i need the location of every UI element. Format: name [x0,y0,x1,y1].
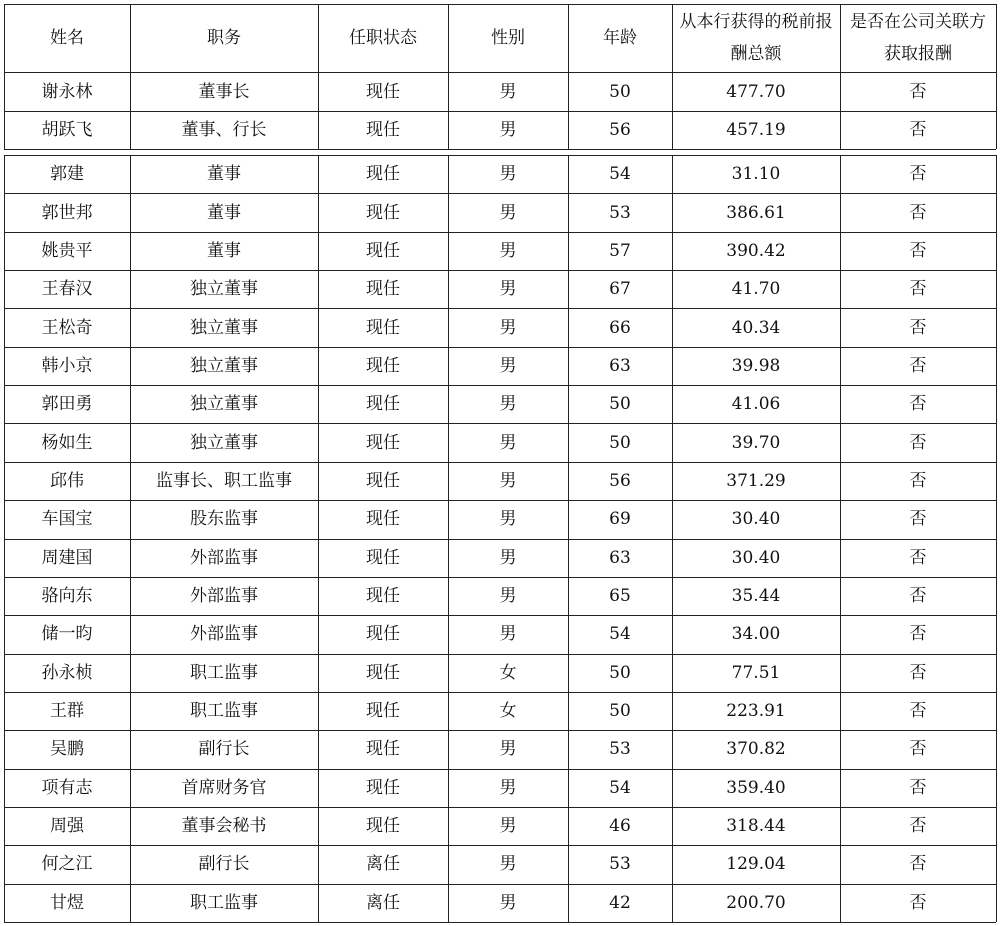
cell-related-pay: 否 [909,394,927,415]
row-divider [4,500,996,501]
cell-position: 外部监事 [190,586,258,607]
cell-age: 66 [609,317,631,338]
cell-position: 副行长 [198,739,250,760]
cell-status: 现任 [366,662,400,683]
cell-gender: 男 [499,240,517,261]
cell-name: 储一昀 [41,624,93,645]
column-divider [4,155,5,922]
cell-related-pay: 否 [909,739,927,760]
cell-gender: 男 [499,586,517,607]
cell-related-pay: 否 [909,164,927,185]
cell-age: 57 [609,240,631,261]
header-name: 姓名 [50,28,84,48]
cell-name: 王春汉 [41,279,93,300]
cell-pay: 34.00 [731,624,781,645]
cell-status: 现任 [366,81,400,102]
cell-age: 50 [609,662,631,683]
cell-pay: 318.44 [726,816,786,837]
cell-position: 外部监事 [190,547,258,568]
cell-gender: 男 [499,739,517,760]
cell-status: 现任 [366,701,400,722]
row-divider [4,4,996,5]
cell-related-pay: 否 [909,470,927,491]
cell-name: 韩小京 [41,355,93,376]
cell-position: 董事、行长 [181,120,267,140]
cell-pay: 370.82 [726,739,786,760]
cell-pay: 477.70 [726,81,786,102]
cell-name: 姚贵平 [41,240,93,261]
cell-position: 独立董事 [190,279,258,300]
cell-gender: 男 [499,816,517,837]
row-divider [4,423,996,424]
row-divider [4,232,996,233]
cell-position: 董事 [207,240,241,261]
cell-name: 周建国 [41,547,93,568]
cell-pay: 40.34 [731,317,781,338]
row-divider [4,111,996,112]
cell-related-pay: 否 [909,509,927,530]
cell-related-pay: 否 [909,701,927,722]
cell-related-pay: 否 [909,432,927,453]
cell-name: 吴鹏 [50,739,84,760]
row-divider [4,692,996,693]
cell-status: 离任 [366,854,400,875]
cell-gender: 男 [499,81,517,102]
row-divider [4,72,996,73]
cell-age: 54 [609,624,631,645]
cell-age: 46 [609,816,631,837]
cell-status: 现任 [366,777,400,798]
cell-status: 现任 [366,120,400,140]
cell-age: 65 [609,586,631,607]
row-divider [4,884,996,885]
cell-age: 50 [609,394,631,415]
cell-pay: 35.44 [731,586,781,607]
cell-name: 谢永林 [41,81,93,102]
row-divider [4,769,996,770]
cell-pay: 41.06 [731,394,781,415]
cell-status: 现任 [366,470,400,491]
cell-pay: 39.70 [731,432,781,453]
cell-pay: 200.70 [726,892,786,913]
row-divider [4,807,996,808]
cell-related-pay: 否 [909,240,927,261]
row-divider [4,193,996,194]
column-divider [568,4,569,149]
cell-name: 王群 [50,701,84,722]
cell-gender: 男 [499,509,517,530]
cell-related-pay: 否 [909,279,927,300]
cell-age: 50 [609,701,631,722]
column-divider [840,155,841,922]
column-divider [130,155,131,922]
cell-position: 董事会秘书 [181,816,267,837]
cell-position: 股东监事 [190,509,258,530]
row-divider [4,845,996,846]
row-divider [4,308,996,309]
column-divider [318,155,319,922]
cell-pay: 30.40 [731,509,781,530]
column-divider [130,4,131,149]
cell-name: 孙永桢 [41,662,93,683]
cell-age: 50 [609,432,631,453]
cell-name: 王松奇 [41,317,93,338]
cell-related-pay: 否 [909,120,927,140]
column-divider [672,155,673,922]
cell-name: 郭田勇 [41,394,93,415]
cell-pay: 223.91 [726,701,786,722]
cell-name: 杨如生 [41,432,93,453]
cell-related-pay: 否 [909,854,927,875]
row-divider [4,615,996,616]
cell-name: 郭建 [50,164,84,185]
cell-gender: 男 [499,164,517,185]
cell-status: 现任 [366,739,400,760]
cell-related-pay: 否 [909,816,927,837]
cell-position: 职工监事 [190,662,258,683]
cell-related-pay: 否 [909,317,927,338]
cell-age: 56 [609,470,631,491]
row-divider [4,922,996,923]
cell-gender: 男 [499,854,517,875]
cell-age: 50 [609,81,631,102]
cell-pay: 39.98 [731,355,781,376]
cell-status: 现任 [366,355,400,376]
cell-related-pay: 否 [909,547,927,568]
header-pay: 从本行获得的税前报酬总额 [679,12,833,64]
cell-age: 63 [609,355,631,376]
cell-gender: 男 [499,470,517,491]
cell-age: 67 [609,279,631,300]
cell-age: 53 [609,739,631,760]
cell-age: 69 [609,509,631,530]
cell-gender: 男 [499,547,517,568]
cell-status: 现任 [366,317,400,338]
row-divider [4,347,996,348]
header-related-pay: 是否在公司关联方获取报酬 [850,12,986,64]
cell-related-pay: 否 [909,202,927,223]
cell-name: 骆向东 [41,586,93,607]
column-divider [672,4,673,149]
header-age: 年龄 [603,28,637,48]
cell-position: 董事 [207,202,241,223]
cell-status: 现任 [366,202,400,223]
cell-gender: 男 [499,355,517,376]
cell-gender: 男 [499,432,517,453]
cell-position: 监事长、职工监事 [156,470,292,491]
cell-pay: 77.51 [731,662,781,683]
cell-position: 独立董事 [190,355,258,376]
cell-related-pay: 否 [909,81,927,102]
column-divider [568,155,569,922]
cell-related-pay: 否 [909,355,927,376]
column-divider [4,4,5,149]
cell-status: 现任 [366,279,400,300]
cell-age: 54 [609,164,631,185]
cell-name: 车国宝 [41,509,93,530]
cell-gender: 男 [499,317,517,338]
cell-age: 42 [609,892,631,913]
cell-gender: 男 [499,279,517,300]
cell-pay: 31.10 [731,164,781,185]
cell-status: 现任 [366,624,400,645]
header-status: 任职状态 [349,28,417,48]
cell-status: 现任 [366,509,400,530]
cell-related-pay: 否 [909,892,927,913]
cell-age: 53 [609,202,631,223]
cell-status: 现任 [366,394,400,415]
cell-status: 现任 [366,164,400,185]
cell-age: 53 [609,854,631,875]
cell-related-pay: 否 [909,777,927,798]
column-divider [318,4,319,149]
cell-gender: 女 [499,701,517,722]
cell-position: 副行长 [198,854,250,875]
cell-pay: 457.19 [726,120,786,140]
column-divider [448,155,449,922]
row-divider [4,654,996,655]
cell-position: 外部监事 [190,624,258,645]
cell-status: 现任 [366,240,400,261]
column-divider [448,4,449,149]
row-divider [4,730,996,731]
cell-age: 54 [609,777,631,798]
column-divider [840,4,841,149]
cell-pay: 386.61 [726,202,786,223]
cell-position: 独立董事 [190,432,258,453]
cell-name: 项有志 [41,777,93,798]
row-divider [4,462,996,463]
cell-gender: 女 [499,662,517,683]
header-gender: 性别 [491,28,525,48]
cell-gender: 男 [499,892,517,913]
row-divider [4,149,996,150]
row-divider [4,577,996,578]
cell-gender: 男 [499,394,517,415]
row-divider [4,270,996,271]
cell-name: 邱伟 [50,470,84,491]
cell-position: 首席财务官 [181,777,267,798]
cell-gender: 男 [499,777,517,798]
cell-status: 现任 [366,586,400,607]
cell-gender: 男 [499,202,517,223]
row-divider [4,385,996,386]
cell-related-pay: 否 [909,662,927,683]
cell-status: 现任 [366,432,400,453]
column-divider [996,4,997,149]
cell-position: 董事长 [198,81,250,102]
cell-gender: 男 [499,120,517,140]
cell-status: 现任 [366,547,400,568]
cell-age: 63 [609,547,631,568]
cell-position: 董事 [207,164,241,185]
cell-status: 离任 [366,892,400,913]
cell-position: 独立董事 [190,394,258,415]
cell-age: 56 [609,120,631,140]
cell-name: 周强 [50,816,84,837]
row-divider [4,539,996,540]
cell-pay: 359.40 [726,777,786,798]
cell-pay: 129.04 [726,854,786,875]
cell-pay: 371.29 [726,470,786,491]
cell-pay: 41.70 [731,279,781,300]
cell-gender: 男 [499,624,517,645]
cell-position: 独立董事 [190,317,258,338]
cell-position: 职工监事 [190,701,258,722]
cell-name: 何之江 [41,854,93,875]
cell-status: 现任 [366,816,400,837]
header-position: 职务 [207,28,241,48]
cell-pay: 390.42 [726,240,786,261]
cell-name: 胡跃飞 [41,120,93,140]
cell-position: 职工监事 [190,892,258,913]
cell-related-pay: 否 [909,586,927,607]
cell-related-pay: 否 [909,624,927,645]
cell-name: 郭世邦 [41,202,93,223]
cell-pay: 30.40 [731,547,781,568]
cell-name: 甘煜 [50,892,84,913]
row-divider [4,155,996,156]
column-divider [996,155,997,922]
